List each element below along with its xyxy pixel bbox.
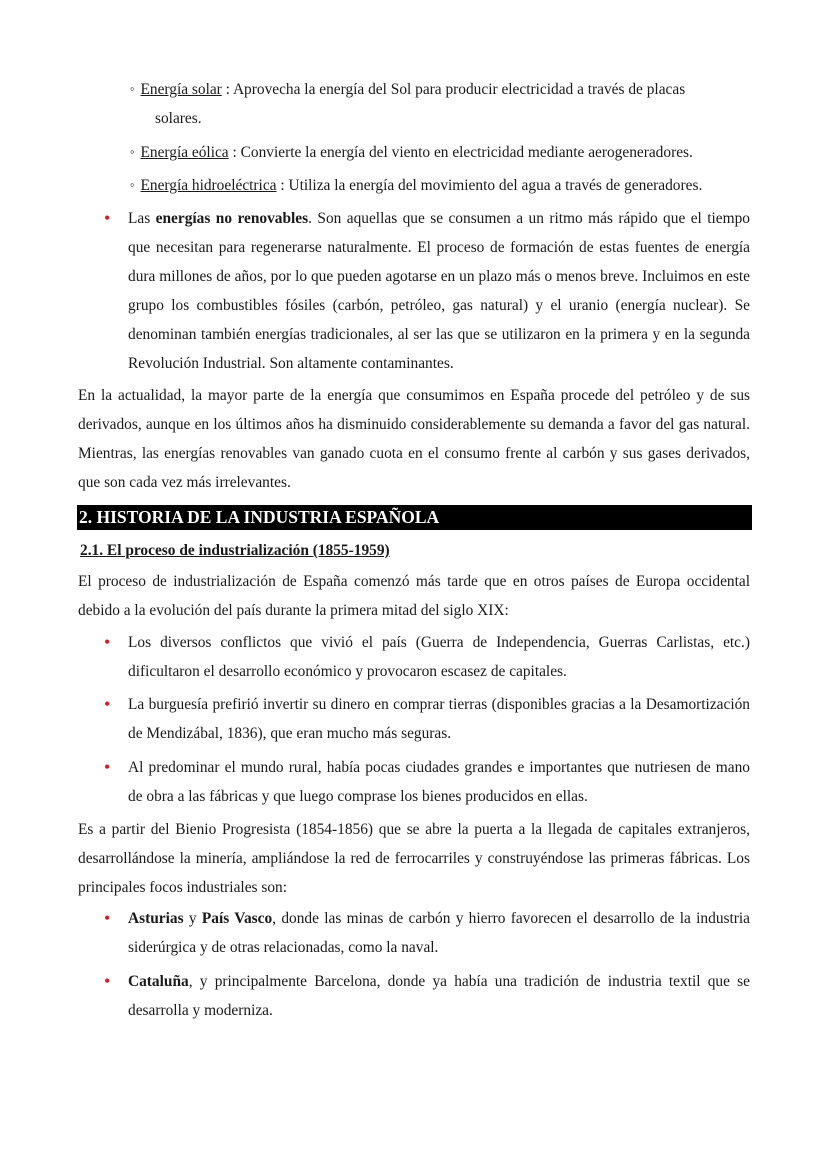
bold-term: Cataluña [128, 973, 189, 990]
bullet-dot-icon: • [104, 757, 111, 777]
bullet-dot-icon: • [104, 908, 111, 928]
list-item-text: Utiliza la energía del movimiento del agua a través de generadores. [288, 177, 703, 194]
bullet-dot-icon: • [104, 971, 111, 991]
bullet-burguesia: • La burguesía prefirió invertir su dinero en comprar tierras (disponibles gracias a la Desamortización de Mendizábal, 1836), que eran mucho más seguras. [128, 690, 750, 748]
circle-bullet-icon: ◦ [130, 81, 135, 96]
subsection-heading: 2.1. El proceso de industrialización (1855-1959) [80, 542, 390, 559]
circle-bullet-icon: ◦ [130, 177, 135, 192]
list-item-energia-solar: ◦ Energía solar : Aprovecha la energía del Sol para producir electricidad a través de placas solares. [130, 75, 750, 133]
list-item-term: Energía hidroeléctrica [140, 177, 277, 194]
bullet-asturias-pais-vasco: • Asturias y País Vasco, donde las minas de carbón y hierro favorecen el desarrollo de la industria siderúrgica y de otras relacionadas, como la naval. [128, 904, 750, 962]
bullet-dot-icon: • [104, 208, 111, 228]
list-item-term: Energía solar [140, 81, 222, 98]
list-item-continuation: solares. [155, 110, 202, 127]
bullet-energias-no-renovables: • Las energías no renovables. Son aquellas que se consumen a un ritmo más rápido que el tiempo que necesitan para regenerarse naturalmente. El proceso de formación de estas fuentes de energía dura millones de años, por lo que pueden agotarse en un plazo más o menos breve. Incluimos en este grupo los combustibles fósiles (carbón, petróleo, gas natural) y el uranio (energía nuclear). Se denominan también energías tradicionales, al ser las que se utilizaron en la primera y en la segunda Revolución Industrial. Son altamente contaminantes. [128, 204, 750, 378]
list-item-text: Convierte la energía del viento en electricidad mediante aerogeneradores. [240, 144, 693, 161]
paragraph-bienio: Es a partir del Bienio Progresista (1854-1856) que se abre la puerta a la llegada de capitales extranjeros, desarrollándose la minería, ampliándose la red de ferrocarriles y construyéndose las primeras fábricas. Los principales focos industriales son: [78, 821, 750, 896]
bullet-dot-icon: • [104, 694, 111, 714]
section-heading: 2. HISTORIA DE LA INDUSTRIA ESPAÑOLA [77, 505, 752, 530]
bold-term: energías no renovables [155, 210, 309, 227]
list-item-term: Energía eólica [140, 144, 229, 161]
bullet-conflictos: • Los diversos conflictos que vivió el país (Guerra de Independencia, Guerras Carlistas, etc.) dificultaron el desarrollo económico y provocaron escasez de capitales. [128, 628, 750, 686]
bullet-dot-icon: • [104, 632, 111, 652]
paragraph-intro: El proceso de industrialización de España comenzó más tarde que en otros países de Europa occidental debido a la evolución del país durante la primera mitad del siglo XIX: [78, 573, 750, 619]
list-item-energia-eolica: ◦ Energía eólica : Convierte la energía del viento en electricidad mediante aerogeneradores. [130, 144, 693, 161]
circle-bullet-icon: ◦ [130, 144, 135, 159]
paragraph-actualidad: En la actualidad, la mayor parte de la energía que consumimos en España procede del petróleo y de sus derivados, aunque en los últimos años ha disminuido considerablemente su demanda a favor del gas natural. Mientras, las energías renovables van ganado cuota en el consumo frente al carbón y sus gases derivados, que son cada vez más irrelevantes. [78, 387, 750, 491]
bullet-mundo-rural: • Al predominar el mundo rural, había pocas ciudades grandes e importantes que nutriesen de mano de obra a las fábricas y que luego comprase los bienes producidos en ellas. [128, 753, 750, 811]
list-item-text: Aprovecha la energía del Sol para producir electricidad a través de placas [232, 81, 686, 98]
bold-term: Asturias [128, 910, 184, 927]
bullet-cataluna: • Cataluña, y principalmente Barcelona, donde ya había una tradición de industria textil que se desarrolla y moderniza. [128, 967, 750, 1025]
list-item-energia-hidroelectrica: ◦ Energía hidroeléctrica : Utiliza la energía del movimiento del agua a través de generadores. [130, 177, 703, 194]
bold-term: País Vasco [201, 910, 273, 927]
